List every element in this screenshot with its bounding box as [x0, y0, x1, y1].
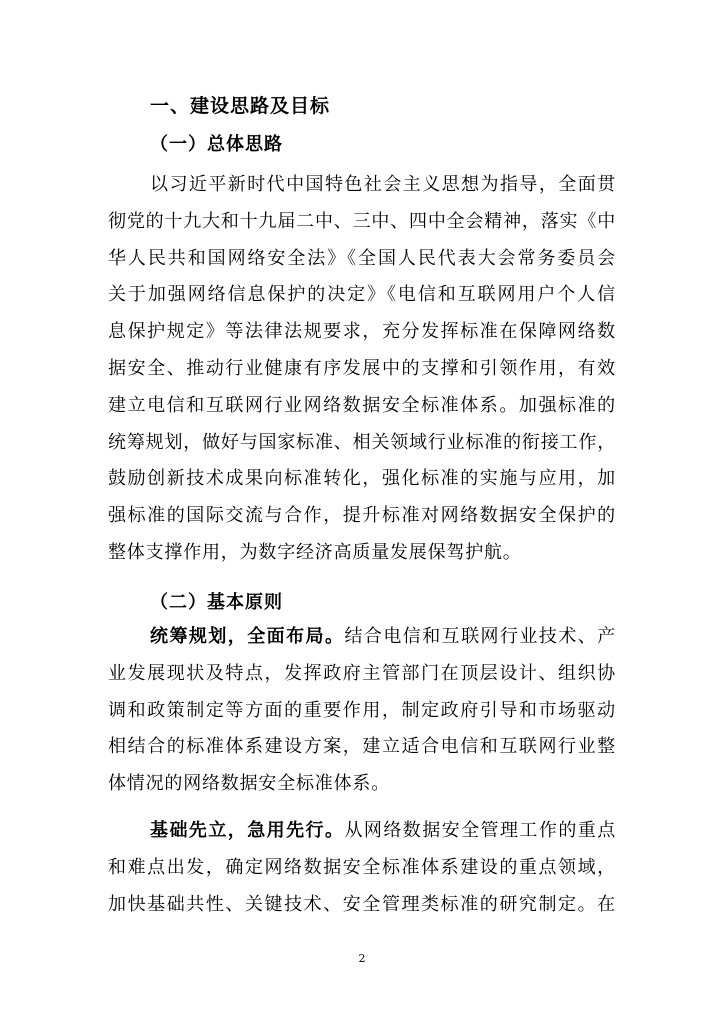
paragraph-line: 调和政策制定等方面的重要作用，制定政府引导和市场驱动 — [108, 699, 616, 721]
paragraph-line: 建立电信和互联网行业网络数据安全标准体系。加强标准的 — [108, 394, 616, 416]
paragraph-line — [108, 619, 616, 656]
principle-lead: 统筹规划，全面布局。 — [150, 626, 345, 647]
paragraph-line: 整体支撑作用，为数字经济高质量发展保驾护航。 — [108, 541, 522, 563]
paragraph-line: 关于加强网络信息保护的决定》《电信和互联网用户个人信 — [108, 284, 616, 306]
paragraph-line: 华人民共和国网络安全法》《全国人民代表大会常务委员会 — [108, 247, 616, 269]
paragraph-line: 统筹规划，做好与国家标准、相关领域行业标准的衔接工作， — [108, 431, 616, 453]
overall-approach-paragraph — [108, 167, 616, 572]
paragraph-line: 息保护规定》等法律法规要求，充分发挥标准在保障网络数 — [108, 321, 616, 343]
paragraph-line: 以习近平新时代中国特色社会主义思想为指导，全面贯 — [150, 174, 616, 195]
page-number: 2 — [358, 952, 366, 965]
paragraph-line: 体情况的网络数据安全标准体系。 — [108, 773, 390, 795]
paragraph-line — [108, 813, 616, 850]
paragraph-line: 相结合的标准体系建设方案，建立适合电信和互联网行业整 — [108, 736, 616, 758]
paragraph-text: 结合电信和互联网行业技术、产 — [344, 626, 616, 647]
paragraph-line: 和难点出发，确定网络数据安全标准体系建设的重点领域， — [108, 856, 616, 878]
paragraph-line: 鼓励创新技术成果向标准转化，强化标准的实施与应用，加 — [108, 468, 616, 490]
principle-foundation-paragraph — [108, 813, 616, 923]
subsection-heading-overall-approach: （一）总体思路 — [150, 134, 283, 155]
paragraph-text: 从网络数据安全管理工作的重点 — [344, 820, 616, 841]
paragraph-line: 彻党的十九大和十九届二中、三中、四中全会精神，落实《中 — [108, 210, 616, 232]
paragraph-line: 强标准的国际交流与合作，提升标准对网络数据安全保护的 — [108, 505, 616, 527]
paragraph-line: 加快基础共性、关键技术、安全管理类标准的研究制定。在 — [108, 893, 616, 915]
subsection-heading-basic-principles: （二）基本原则 — [150, 592, 283, 613]
principle-planning-paragraph — [108, 619, 616, 803]
paragraph-line: 业发展现状及特点，发挥政府主管部门在顶层设计、组织协 — [108, 662, 616, 684]
paragraph-line: 据安全、推动行业健康有序发展中的支撑和引领作用，有效 — [108, 357, 616, 379]
principle-lead: 基础先立，急用先行。 — [150, 820, 345, 841]
section-heading: 一、建设思路及目标 — [150, 95, 331, 117]
